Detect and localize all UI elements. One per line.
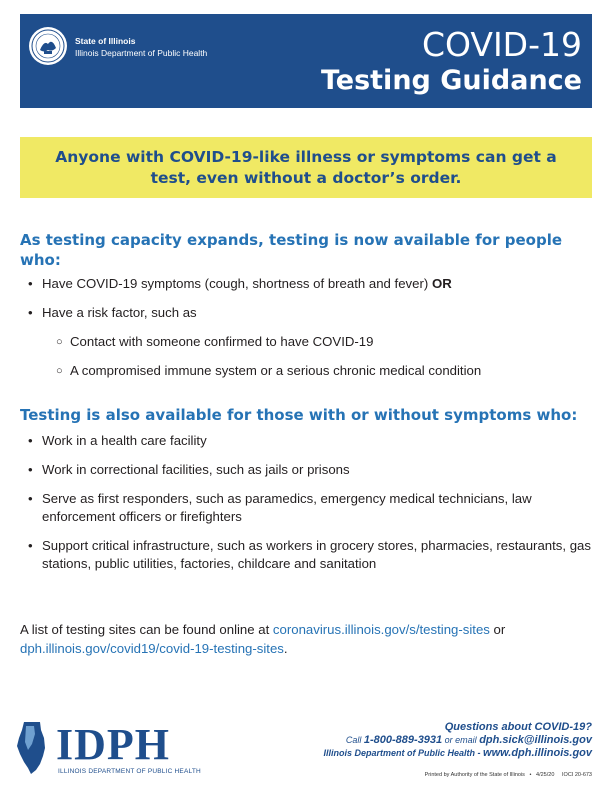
bullet-icon: • [28,433,33,448]
section1-list [20,275,592,322]
list-item-emphasis: OR [431,276,452,291]
website-link[interactable]: www.dph.illinois.gov [483,747,592,759]
list-item [20,461,592,479]
email-address[interactable]: dph.sick@illinois.gov [479,734,592,746]
call-prefix: Call [345,735,364,745]
section1-sublist [20,333,592,380]
circle-bullet-icon: ○ [56,365,63,377]
phone-number[interactable]: 1-800-889-3931 [363,734,443,746]
callout-box [20,137,592,198]
illinois-map-icon [14,720,54,776]
department-name: Illinois Department of Public Health [75,48,208,58]
state-name: State of Illinois [75,36,136,46]
printed-authority: Printed by Authority of the State of Illinois [424,772,525,778]
list-item-text: Serve as first responders, such as paramedics, emergency medical technicians, law enforcement officers or firefighters [42,491,532,524]
printed-code: IOCI 20-673 [562,772,592,778]
organization-name [75,35,207,59]
bullet-icon: • [28,462,33,477]
title-line-1: COVID-19 [421,25,582,64]
list-item-text: Have a risk factor, such as [42,305,197,320]
testing-sites-prefix: A list of testing sites can be found online at [20,622,273,637]
sub-list-item [20,333,592,351]
department-label: Illinois Department of Public Health - [323,748,484,758]
bullet-icon: • [28,491,33,506]
testing-sites-link-2[interactable]: dph.illinois.gov/covid19/covid-19-testing-sites [20,641,284,656]
logo-text: IDPH [56,720,170,769]
bullet-icon: • [28,305,33,320]
list-item [20,432,592,450]
idph-logo [14,720,214,780]
list-item-text: Work in correctional facilities, such as jails or prisons [42,462,350,477]
section1-heading: As testing capacity expands, testing is now available for people who: [20,231,563,269]
main-content [20,230,592,573]
bullet-icon: • [28,538,33,553]
list-item [20,275,592,293]
circle-bullet-icon: ○ [56,336,63,348]
title-line-2: Testing Guidance [320,65,582,96]
testing-sites-paragraph [20,620,592,658]
section2-heading: Testing is also available for those with or without symptoms who: [20,406,578,424]
questions-heading: Questions about COVID-19? [444,721,592,733]
printed-separator: • [529,772,532,778]
email-prefix: or email [442,735,480,745]
callout-text: Anyone with COVID-19-like illness or symptoms can get a test, even without a doctor’s order. [55,147,557,187]
bullet-icon: • [28,276,33,291]
illinois-seal-icon [28,26,68,66]
list-item-text: Support critical infrastructure, such as workers in grocery stores, pharmacies, restaurants, gas stations, public utilities, factories, childcare and sanitation [42,538,591,571]
header-banner [20,14,592,108]
list-item [20,537,592,573]
contact-line [323,734,592,747]
list-item [20,490,592,526]
department-line [323,747,592,760]
printed-date: 4/25/20 [536,772,555,778]
list-item [20,304,592,322]
printed-by-line [425,772,592,778]
list-item-text: Have COVID-19 symptoms (cough, shortness of breath and fever) [42,276,432,291]
section2-list [20,432,592,573]
page-title [321,26,582,98]
list-item-text: Work in a health care facility [42,433,207,448]
testing-sites-link-1[interactable]: coronavirus.illinois.gov/s/testing-sites [272,622,490,637]
logo-subtitle: ILLINOIS DEPARTMENT OF PUBLIC HEALTH [58,768,201,775]
testing-sites-middle: or [489,622,506,637]
contact-info [323,720,592,760]
sub-list-item-text: A compromised immune system or a serious chronic medical condition [70,363,482,378]
testing-sites-suffix: . [283,641,288,656]
sub-list-item [20,362,592,380]
sub-list-item-text: Contact with someone confirmed to have COVID-19 [70,334,374,349]
